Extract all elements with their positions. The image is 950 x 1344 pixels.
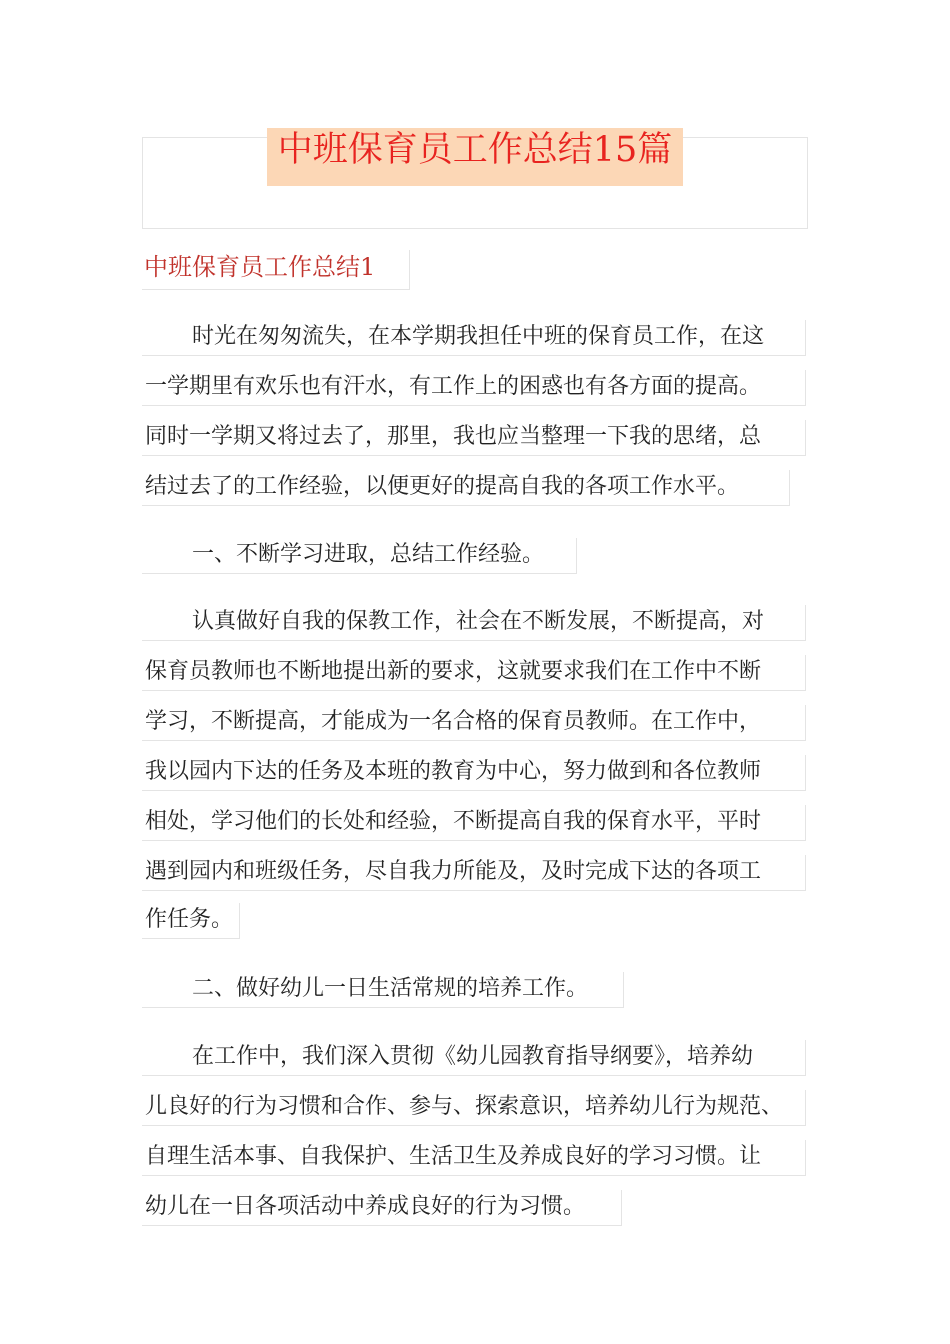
paragraph-line: 遇到园内和班级任务，尽自我力所能及，及时完成下达的各项工 [142,855,806,891]
paragraph-line: 结过去了的工作经验，以便更好的提高自我的各项工作水平。 [142,470,790,506]
paragraph-line: 一学期里有欢乐也有汗水，有工作上的困惑也有各方面的提高。 [142,370,806,406]
section-heading: 中班保育员工作总结1 [142,250,410,290]
paragraph-line: 幼儿在一日各项活动中养成良好的行为习惯。 [142,1190,622,1226]
paragraph-line: 学习，不断提高，才能成为一名合格的保育员教师。在工作中， [142,705,806,741]
paragraph-line: 保育员教师也不断地提出新的要求，这就要求我们在工作中不断 [142,655,806,691]
paragraph-line: 作任务。 [142,903,240,939]
subheading-line: 一、不断学习进取，总结工作经验。 [142,538,577,574]
paragraph-line: 同时一学期又将过去了，那里，我也应当整理一下我的思绪，总 [142,420,806,456]
paragraph-line: 认真做好自我的保教工作，社会在不断发展，不断提高，对 [142,605,806,641]
paragraph-line: 在工作中，我们深入贯彻《幼儿园教育指导纲要》，培养幼 [142,1040,806,1076]
paragraph-line: 我以园内下达的任务及本班的教育为中心，努力做到和各位教师 [142,755,806,791]
paragraph-line: 相处，学习他们的长处和经验，不断提高自我的保育水平，平时 [142,805,806,841]
paragraph-line: 时光在匆匆流失，在本学期我担任中班的保育员工作，在这 [142,320,806,356]
paragraph-line: 自理生活本事、自我保护、生活卫生及养成良好的学习习惯。让 [142,1140,806,1176]
document-title: 中班保育员工作总结15篇 [277,130,673,170]
subheading-line: 二、做好幼儿一日生活常规的培养工作。 [142,972,624,1008]
paragraph-line: 儿良好的行为习惯和合作、参与、探索意识，培养幼儿行为规范、 [142,1090,806,1126]
